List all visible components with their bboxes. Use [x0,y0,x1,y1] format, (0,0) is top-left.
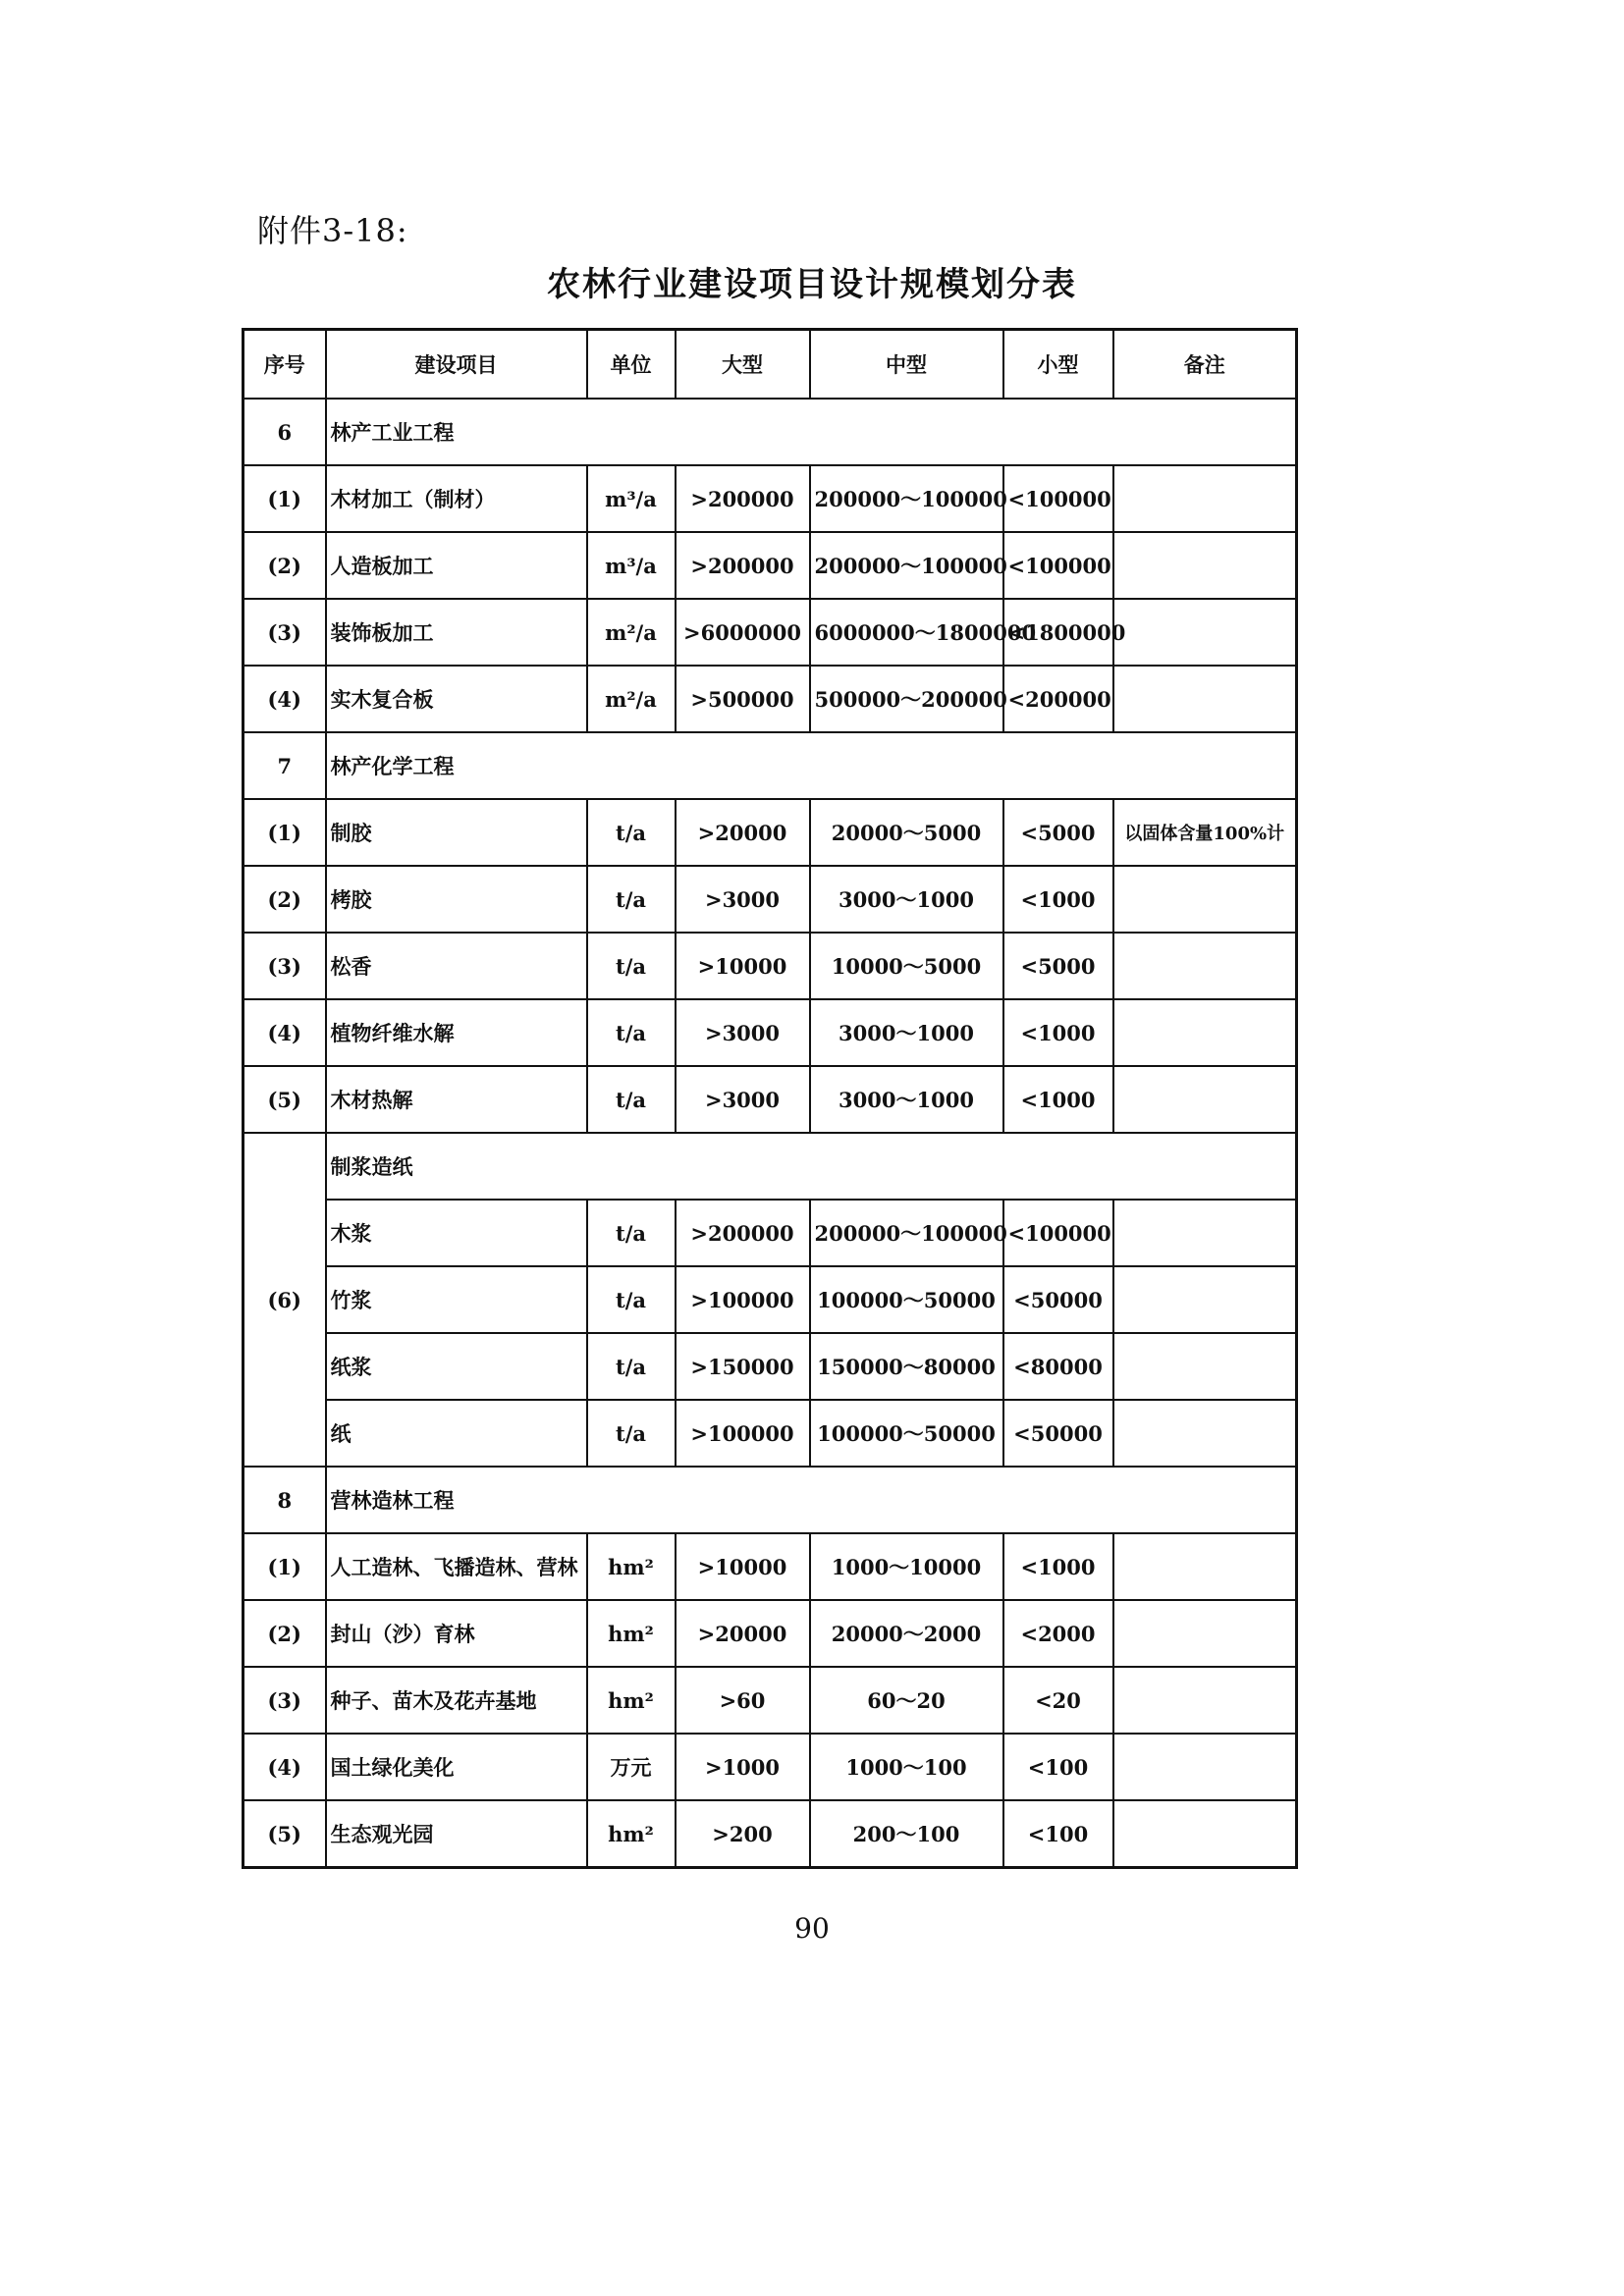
row-small: <20 [1003,1667,1113,1734]
row-small: <50000 [1003,1266,1113,1333]
row-medium: 100000～50000 [810,1400,1003,1467]
row-large: >20000 [676,1600,810,1667]
header-item: 建设项目 [326,330,587,400]
row-item: 装饰板加工 [326,599,587,666]
row-medium: 200000～100000 [810,465,1003,532]
row-medium: 150000～80000 [810,1333,1003,1400]
row-item: 国土绿化美化 [326,1734,587,1800]
row-small: <100 [1003,1800,1113,1868]
table-row [244,933,1297,999]
row-item: 松香 [326,933,587,999]
row-small: <2000 [1003,1600,1113,1667]
design-scale-table [242,328,1298,1869]
row-large: >100000 [676,1400,810,1467]
row-medium: 200000～100000 [810,1200,1003,1266]
row-small: <1000 [1003,866,1113,933]
table-row [244,1734,1297,1800]
section-row [244,399,1297,465]
row-large: >20000 [676,799,810,866]
row-remark [1113,1533,1297,1600]
row-large: >150000 [676,1333,810,1400]
group-header-row [244,1133,1297,1200]
group-name: 制浆造纸 [326,1133,1297,1200]
row-item: 人工造林、飞播造林、营林 [326,1533,587,1600]
row-item: 木材加工（制材） [326,465,587,532]
table-row [244,1400,1297,1467]
row-unit: m³/a [587,465,676,532]
row-no: (2) [244,532,326,599]
table-row [244,1066,1297,1133]
table-row [244,799,1297,866]
row-small: <100000 [1003,1200,1113,1266]
row-item: 实木复合板 [326,666,587,732]
header-no: 序号 [244,330,326,400]
row-medium: 6000000～1800000 [810,599,1003,666]
row-no: (1) [244,1533,326,1600]
page-number: 90 [794,1912,830,1945]
page-title: 农林行业建设项目设计规模划分表 [547,265,1077,304]
section-row [244,1467,1297,1533]
row-unit: t/a [587,1200,676,1266]
row-medium: 100000～50000 [810,1266,1003,1333]
row-item: 竹浆 [326,1266,587,1333]
row-no: (1) [244,465,326,532]
row-small: <1000 [1003,1066,1113,1133]
row-item: 植物纤维水解 [326,999,587,1066]
row-remark [1113,1400,1297,1467]
row-remark: 以固体含量100%计 [1113,799,1297,866]
row-no: (4) [244,666,326,732]
row-unit: t/a [587,799,676,866]
table-row [244,1333,1297,1400]
row-small: <1000 [1003,1533,1113,1600]
row-small: <200000 [1003,666,1113,732]
row-small: <100000 [1003,532,1113,599]
row-large: >100000 [676,1266,810,1333]
row-item: 封山（沙）育林 [326,1600,587,1667]
table-row [244,666,1297,732]
row-large: >60 [676,1667,810,1734]
row-unit: t/a [587,1333,676,1400]
header-large: 大型 [676,330,810,400]
table-row [244,465,1297,532]
row-large: >10000 [676,1533,810,1600]
row-small: <100 [1003,1734,1113,1800]
row-unit: hm² [587,1800,676,1868]
table-row [244,999,1297,1066]
row-large: >200 [676,1800,810,1868]
table-row [244,1533,1297,1600]
section-no: 7 [244,732,326,799]
row-large: >500000 [676,666,810,732]
row-no: (5) [244,1066,326,1133]
group-no: (6) [244,1133,326,1467]
row-medium: 20000～2000 [810,1600,1003,1667]
row-medium: 200000～100000 [810,532,1003,599]
row-unit: m³/a [587,532,676,599]
row-remark [1113,599,1297,666]
row-item: 木材热解 [326,1066,587,1133]
row-large: >6000000 [676,599,810,666]
row-large: >200000 [676,532,810,599]
table-row [244,532,1297,599]
table-row [244,599,1297,666]
row-item: 木浆 [326,1200,587,1266]
row-unit: t/a [587,1066,676,1133]
row-no: (1) [244,799,326,866]
row-unit: t/a [587,1266,676,1333]
row-medium: 1000～10000 [810,1533,1003,1600]
row-remark [1113,999,1297,1066]
row-remark [1113,1734,1297,1800]
row-no: (5) [244,1800,326,1868]
attachment-label: 附件3-18: [257,212,408,249]
row-remark [1113,1800,1297,1868]
row-unit: m²/a [587,666,676,732]
row-remark [1113,666,1297,732]
row-remark [1113,933,1297,999]
row-medium: 1000～100 [810,1734,1003,1800]
row-medium: 60～20 [810,1667,1003,1734]
row-remark [1113,1667,1297,1734]
row-no: (3) [244,933,326,999]
row-item: 纸浆 [326,1333,587,1400]
row-remark [1113,866,1297,933]
row-unit: t/a [587,999,676,1066]
row-large: >200000 [676,1200,810,1266]
table-row [244,866,1297,933]
header-remark: 备注 [1113,330,1297,400]
row-remark [1113,1333,1297,1400]
row-no: (2) [244,866,326,933]
row-unit: 万元 [587,1734,676,1800]
row-unit: hm² [587,1667,676,1734]
row-remark [1113,1200,1297,1266]
row-item: 人造板加工 [326,532,587,599]
row-unit: t/a [587,1400,676,1467]
row-small: <5000 [1003,933,1113,999]
table-row [244,1800,1297,1868]
row-medium: 3000～1000 [810,1066,1003,1133]
row-remark [1113,1266,1297,1333]
row-large: >3000 [676,999,810,1066]
row-medium: 500000～200000 [810,666,1003,732]
row-unit: hm² [587,1533,676,1600]
row-unit: hm² [587,1600,676,1667]
row-medium: 3000～1000 [810,866,1003,933]
row-small: <1000 [1003,999,1113,1066]
row-small: <5000 [1003,799,1113,866]
section-name: 林产化学工程 [326,732,1297,799]
row-small: <80000 [1003,1333,1113,1400]
section-no: 6 [244,399,326,465]
row-remark [1113,1066,1297,1133]
row-no: (3) [244,1667,326,1734]
row-unit: t/a [587,866,676,933]
row-small: <50000 [1003,1400,1113,1467]
row-no: (2) [244,1600,326,1667]
row-unit: m²/a [587,599,676,666]
row-item: 栲胶 [326,866,587,933]
table-header-row [244,330,1297,400]
row-item: 纸 [326,1400,587,1467]
row-item: 种子、苗木及花卉基地 [326,1667,587,1734]
row-no: (4) [244,999,326,1066]
row-small: <1800000 [1003,599,1113,666]
section-name: 营林造林工程 [326,1467,1297,1533]
row-medium: 20000～5000 [810,799,1003,866]
table-row [244,1266,1297,1333]
row-large: >200000 [676,465,810,532]
section-name: 林产工业工程 [326,399,1297,465]
row-small: <100000 [1003,465,1113,532]
row-remark [1113,532,1297,599]
row-large: >1000 [676,1734,810,1800]
row-item: 生态观光园 [326,1800,587,1868]
row-large: >3000 [676,1066,810,1133]
row-medium: 3000～1000 [810,999,1003,1066]
row-large: >3000 [676,866,810,933]
header-small: 小型 [1003,330,1113,400]
row-unit: t/a [587,933,676,999]
row-item: 制胶 [326,799,587,866]
row-large: >10000 [676,933,810,999]
header-unit: 单位 [587,330,676,400]
row-remark [1113,465,1297,532]
table-row [244,1200,1297,1266]
row-no: (3) [244,599,326,666]
row-medium: 10000～5000 [810,933,1003,999]
table-row [244,1600,1297,1667]
row-medium: 200～100 [810,1800,1003,1868]
header-medium: 中型 [810,330,1003,400]
table-row [244,1667,1297,1734]
row-remark [1113,1600,1297,1667]
row-no: (4) [244,1734,326,1800]
section-no: 8 [244,1467,326,1533]
section-row [244,732,1297,799]
